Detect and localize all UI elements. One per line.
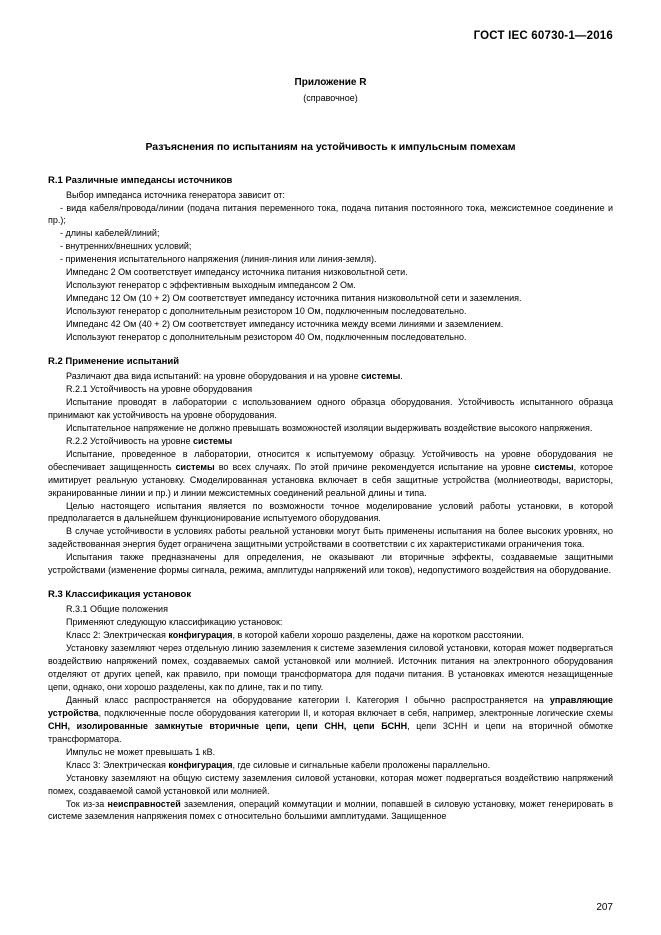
paragraph: В случае устойчивости в условиях работы реальной установки могут быть применены испытания на более высоких уровнях, но задействованная энергия будет ограничена защитными устройствами в соответствии с их характеристиками ограничения тока. [48,526,613,550]
subclause-heading-r22: R.2.2 Устойчивость на уровне системы [66,435,233,446]
paragraph: Целью настоящего испытания является по возможности точное моделирование условий работы установки, в которой предполагается в дальнейшем функционирование испытуемого оборудования. [48,500,613,524]
paragraph: Испытание, проведенное в лаборатории, относится к испытуемому образцу. Устойчивость на уровне оборудования не обеспечивает защищенность системы во всех случаях. По этой причине рекомендуется испытание на уровне системы, которое имитирует реальную установку. Смоделированная установка включает в себя защитные устройства (молниеотводы, варисторы, экранированные линии и пр.) и линии межсистемных соединений реальной длины и типа. [48,448,614,498]
clause-heading-r1: R.1 Различные импедансы источников [48,174,233,186]
paragraph: Класс 3: Электрическая конфигурация, где силовые и сигнальные кабели проложены параллельно. [66,759,491,770]
paragraph: Ток из-за неисправностей заземления, операций коммутации и молнии, попавшей в силовую установку, может генерировать в системе заземления напряжения помех с относительно большими амплитудами. Защищенное [48,798,613,822]
paragraph: - длины кабелей/линий; [60,228,160,239]
paragraph: - вида кабеля/провода/линии (подача питания переменного тока, подача питания постоянного тока, межсистемное соединение и пр.); [48,202,613,226]
subclause-heading-r31: R.3.1 Общие положения [66,604,168,615]
paragraph: Класс 2: Электрическая конфигурация, в которой кабели хорошо разделены, даже на коротком расстоянии. [66,630,524,641]
paragraph: Испытательное напряжение не должно превышать возможностей изоляции выдерживать воздействие высокого напряжения. [66,422,593,433]
annex-subtitle: (справочное) [303,92,358,103]
paragraph: Испытания также предназначены для определения, не оказывают ли вторичные эффекты, создаваемые защитными устройствами (изменение формы сигнала, режима, амплитуды напряжений или токов), недопустимого воздействия на оборудование. [48,552,613,576]
paragraph: Применяют следующую классификацию установок: [66,617,283,628]
paragraph: Используют генератор с дополнительным резистором 10 Ом, подключенным последовательно. [66,306,467,317]
page-title: Разъяснения по испытаниям на устойчивость к импульсным помехам [145,140,516,153]
paragraph: Выбор импеданса источника генератора зависит от: [66,189,285,200]
paragraph: - внутренних/внешних условий; [60,241,192,252]
paragraph: Импеданс 12 Ом (10 + 2) Ом соответствует импедансу источника питания низковольтной сети и заземления. [66,293,522,304]
clause-heading-r2: R.2 Применение испытаний [48,355,180,367]
paragraph: Импеданс 42 Ом (40 + 2) Ом соответствует импедансу источника между всеми линиями и заземлением. [66,319,504,330]
paragraph: Импеданс 2 Ом соответствует импедансу источника питания низковольтной сети. [66,267,408,278]
paragraph: Используют генератор с эффективным выходным импедансом 2 Ом. [66,280,356,291]
paragraph: Установку заземляют на общую систему заземления силовой установки, которая может подвергаться воздействию напряжений помех, создаваемой самой установкой или молнией. [48,772,613,796]
paragraph: Данный класс распространяется на оборудование категории I. Категория I обычно распространяется на управляющие устройства, подключенные после оборудования категории II, и которая включает в себя, например, электронные логические схемы СНН, изолированные замкнутые вторичные цепи, цепи СНН, цепи БСНН, цепи 3СНН и цепи на вторичной обмотке трансформатора. [48,694,614,744]
clause-heading-r3: R.3 Классификация установок [48,589,192,601]
paragraph: Испытание проводят в лаборатории с использованием одного образца оборудования. Устойчивость испытанного образца принимают как устойчивость на уровне оборудования. [48,396,613,420]
subclause-heading-r21: R.2.1 Устойчивость на уровне оборудования [66,383,253,394]
paragraph: Используют генератор с дополнительным резистором 40 Ом, подключенным последовательно. [66,332,467,343]
paragraph: - применения испытательного напряжения (линия-линия или линия-земля). [60,254,377,265]
paragraph: Различают два вида испытаний: на уровне оборудования и на уровне системы. [66,370,403,381]
page-header: ГОСТ IEC 60730-1—2016 [473,30,613,42]
paragraph: Импульс не может превышать 1 кВ. [66,746,216,757]
paragraph: Установку заземляют через отдельную линию заземления к системе заземления силовой установки, которая может подвергаться воздействию напряжений помех, создаваемых самой установкой или молнией. Источник питания на электронного оборудования отделяют от других цепей, как правило, при помощи трансформатора для подачи питания. В установках имеются незащищенные цепи, однако, они хорошо разделены, как по длине, так и по типу. [48,643,613,692]
annex-title: Приложение R [294,77,367,88]
page-number: 207 [596,902,613,913]
